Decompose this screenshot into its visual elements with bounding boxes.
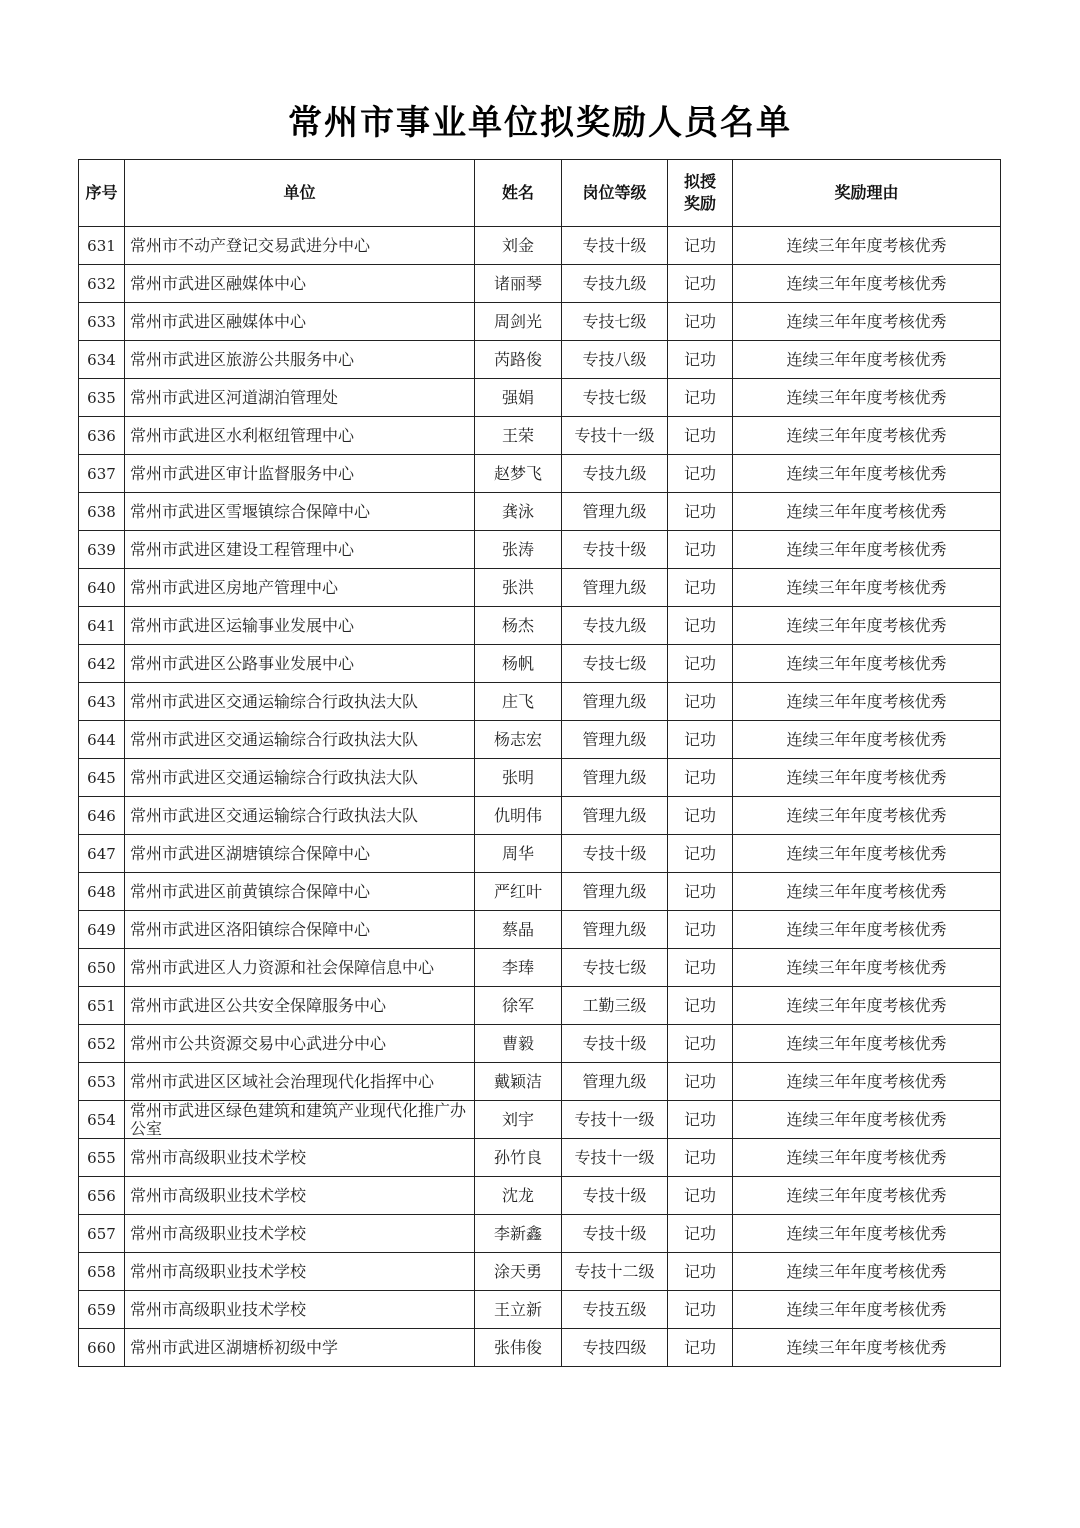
cell-seq: 653 xyxy=(79,1063,125,1101)
cell-level: 专技七级 xyxy=(562,645,668,683)
unit-text: 常州市武进区房地产管理中心 xyxy=(130,578,339,597)
cell-name: 徐军 xyxy=(475,987,562,1025)
cell-award: 记功 xyxy=(668,493,733,531)
unit-text: 常州市武进区融媒体中心 xyxy=(130,312,307,331)
table-row xyxy=(79,1215,1001,1253)
cell-name: 孙竹良 xyxy=(475,1139,562,1177)
cell-name: 张伟俊 xyxy=(475,1329,562,1367)
unit-text: 常州市武进区湖塘镇综合保障中心 xyxy=(130,844,371,863)
cell-name: 蔡晶 xyxy=(475,911,562,949)
cell-unit xyxy=(125,911,475,949)
cell-seq: 658 xyxy=(79,1253,125,1291)
table-row xyxy=(79,607,1001,645)
cell-award: 记功 xyxy=(668,987,733,1025)
cell-award: 记功 xyxy=(668,417,733,455)
cell-unit xyxy=(125,759,475,797)
cell-level: 专技十级 xyxy=(562,1025,668,1063)
cell-unit xyxy=(125,1101,475,1139)
unit-text: 常州市武进区运输事业发展中心 xyxy=(130,616,355,635)
table-row xyxy=(79,797,1001,835)
table-row xyxy=(79,417,1001,455)
cell-level: 专技十级 xyxy=(562,1177,668,1215)
cell-level: 管理九级 xyxy=(562,683,668,721)
cell-name: 杨志宏 xyxy=(475,721,562,759)
cell-reason: 连续三年年度考核优秀 xyxy=(733,873,1001,911)
table-row xyxy=(79,683,1001,721)
cell-unit xyxy=(125,455,475,493)
unit-text: 常州市武进区雪堰镇综合保障中心 xyxy=(130,502,371,521)
unit-text: 常州市武进区前黄镇综合保障中心 xyxy=(130,882,371,901)
cell-reason: 连续三年年度考核优秀 xyxy=(733,607,1001,645)
cell-name: 刘金 xyxy=(475,227,562,265)
cell-seq: 642 xyxy=(79,645,125,683)
unit-text: 常州市武进区交通运输综合行政执法大队 xyxy=(130,692,419,711)
cell-award: 记功 xyxy=(668,455,733,493)
cell-award: 记功 xyxy=(668,379,733,417)
table-row xyxy=(79,379,1001,417)
cell-reason: 连续三年年度考核优秀 xyxy=(733,379,1001,417)
table-body xyxy=(79,227,1001,1367)
cell-unit xyxy=(125,607,475,645)
unit-text: 常州市武进区河道湖泊管理处 xyxy=(130,388,339,407)
cell-award: 记功 xyxy=(668,303,733,341)
header-award: 拟授 奖励 xyxy=(668,160,733,227)
cell-unit xyxy=(125,493,475,531)
cell-award: 记功 xyxy=(668,1215,733,1253)
cell-level: 专技五级 xyxy=(562,1291,668,1329)
unit-text: 常州市武进区交通运输综合行政执法大队 xyxy=(130,730,419,749)
unit-text: 常州市武进区融媒体中心 xyxy=(130,274,307,293)
cell-award: 记功 xyxy=(668,683,733,721)
cell-name: 曹毅 xyxy=(475,1025,562,1063)
cell-reason: 连续三年年度考核优秀 xyxy=(733,1253,1001,1291)
cell-unit xyxy=(125,1291,475,1329)
cell-reason: 连续三年年度考核优秀 xyxy=(733,569,1001,607)
cell-unit xyxy=(125,873,475,911)
cell-name: 龚泳 xyxy=(475,493,562,531)
cell-seq: 632 xyxy=(79,265,125,303)
unit-text: 常州市武进区旅游公共服务中心 xyxy=(130,350,355,369)
table-row xyxy=(79,1139,1001,1177)
cell-level: 管理九级 xyxy=(562,911,668,949)
cell-name: 周华 xyxy=(475,835,562,873)
cell-reason: 连续三年年度考核优秀 xyxy=(733,341,1001,379)
unit-text: 常州市武进区湖塘桥初级中学 xyxy=(130,1338,339,1357)
cell-level: 专技四级 xyxy=(562,1329,668,1367)
table-row xyxy=(79,1063,1001,1101)
table-row xyxy=(79,721,1001,759)
unit-text: 常州市武进区公路事业发展中心 xyxy=(130,654,355,673)
cell-award: 记功 xyxy=(668,1291,733,1329)
header-unit: 单位 xyxy=(125,160,475,227)
cell-seq: 656 xyxy=(79,1177,125,1215)
cell-award: 记功 xyxy=(668,1101,733,1139)
cell-unit xyxy=(125,645,475,683)
cell-seq: 640 xyxy=(79,569,125,607)
table-row xyxy=(79,303,1001,341)
cell-name: 周剑光 xyxy=(475,303,562,341)
table-row xyxy=(79,1101,1001,1139)
cell-name: 杨帆 xyxy=(475,645,562,683)
cell-level: 管理九级 xyxy=(562,493,668,531)
table-row xyxy=(79,569,1001,607)
unit-text: 常州市武进区建设工程管理中心 xyxy=(130,540,355,559)
cell-name: 张洪 xyxy=(475,569,562,607)
cell-unit xyxy=(125,987,475,1025)
cell-level: 专技七级 xyxy=(562,379,668,417)
cell-seq: 639 xyxy=(79,531,125,569)
cell-level: 专技九级 xyxy=(562,607,668,645)
cell-reason: 连续三年年度考核优秀 xyxy=(733,1101,1001,1139)
cell-seq: 643 xyxy=(79,683,125,721)
cell-reason: 连续三年年度考核优秀 xyxy=(733,1291,1001,1329)
table-row xyxy=(79,835,1001,873)
cell-reason: 连续三年年度考核优秀 xyxy=(733,797,1001,835)
table-row xyxy=(79,1025,1001,1063)
cell-name: 赵梦飞 xyxy=(475,455,562,493)
cell-reason: 连续三年年度考核优秀 xyxy=(733,1177,1001,1215)
cell-level: 管理九级 xyxy=(562,569,668,607)
cell-unit xyxy=(125,1177,475,1215)
cell-level: 专技十一级 xyxy=(562,1101,668,1139)
cell-level: 专技十一级 xyxy=(562,417,668,455)
cell-name: 涂天勇 xyxy=(475,1253,562,1291)
cell-name: 杨杰 xyxy=(475,607,562,645)
cell-reason: 连续三年年度考核优秀 xyxy=(733,1025,1001,1063)
cell-unit xyxy=(125,721,475,759)
cell-unit xyxy=(125,797,475,835)
cell-reason: 连续三年年度考核优秀 xyxy=(733,911,1001,949)
cell-award: 记功 xyxy=(668,1139,733,1177)
cell-seq: 657 xyxy=(79,1215,125,1253)
cell-award: 记功 xyxy=(668,531,733,569)
cell-award: 记功 xyxy=(668,341,733,379)
table-row xyxy=(79,645,1001,683)
cell-level: 专技九级 xyxy=(562,265,668,303)
cell-seq: 654 xyxy=(79,1101,125,1139)
table-row xyxy=(79,455,1001,493)
unit-text: 常州市武进区公共安全保障服务中心 xyxy=(130,996,387,1015)
unit-text: 常州市高级职业技术学校 xyxy=(130,1300,307,1319)
unit-text: 常州市武进区人力资源和社会保障信息中心 xyxy=(130,958,435,977)
cell-level: 专技十级 xyxy=(562,227,668,265)
table-row xyxy=(79,873,1001,911)
cell-unit xyxy=(125,569,475,607)
table-row xyxy=(79,265,1001,303)
header-reason: 奖励理由 xyxy=(733,160,1001,227)
cell-unit xyxy=(125,1329,475,1367)
cell-seq: 637 xyxy=(79,455,125,493)
cell-name: 仇明伟 xyxy=(475,797,562,835)
cell-level: 管理九级 xyxy=(562,1063,668,1101)
cell-name: 张涛 xyxy=(475,531,562,569)
cell-seq: 636 xyxy=(79,417,125,455)
cell-unit xyxy=(125,1063,475,1101)
page-title: 常州市事业单位拟奖励人员名单 xyxy=(288,103,792,143)
cell-reason: 连续三年年度考核优秀 xyxy=(733,303,1001,341)
header-seq: 序号 xyxy=(79,160,125,227)
cell-unit xyxy=(125,531,475,569)
cell-reason: 连续三年年度考核优秀 xyxy=(733,1215,1001,1253)
cell-reason: 连续三年年度考核优秀 xyxy=(733,455,1001,493)
cell-seq: 638 xyxy=(79,493,125,531)
cell-unit xyxy=(125,835,475,873)
cell-unit xyxy=(125,341,475,379)
cell-reason: 连续三年年度考核优秀 xyxy=(733,987,1001,1025)
cell-award: 记功 xyxy=(668,227,733,265)
cell-name: 王立新 xyxy=(475,1291,562,1329)
cell-reason: 连续三年年度考核优秀 xyxy=(733,227,1001,265)
award-roster-table xyxy=(78,159,1001,1367)
cell-seq: 659 xyxy=(79,1291,125,1329)
cell-reason: 连续三年年度考核优秀 xyxy=(733,1063,1001,1101)
cell-level: 管理九级 xyxy=(562,721,668,759)
table-row xyxy=(79,759,1001,797)
cell-level: 专技十级 xyxy=(562,1215,668,1253)
header-row xyxy=(79,160,1001,227)
unit-text: 常州市不动产登记交易武进分中心 xyxy=(130,236,371,255)
cell-reason: 连续三年年度考核优秀 xyxy=(733,721,1001,759)
unit-text: 常州市武进区水利枢纽管理中心 xyxy=(130,426,355,445)
cell-seq: 649 xyxy=(79,911,125,949)
table-row xyxy=(79,949,1001,987)
cell-award: 记功 xyxy=(668,607,733,645)
cell-award: 记功 xyxy=(668,797,733,835)
unit-text: 常州市高级职业技术学校 xyxy=(130,1262,307,1281)
table-row xyxy=(79,1177,1001,1215)
cell-level: 管理九级 xyxy=(562,759,668,797)
cell-unit xyxy=(125,379,475,417)
cell-seq: 647 xyxy=(79,835,125,873)
cell-award: 记功 xyxy=(668,835,733,873)
cell-level: 专技九级 xyxy=(562,455,668,493)
cell-level: 专技八级 xyxy=(562,341,668,379)
cell-level: 专技十一级 xyxy=(562,1139,668,1177)
table-row xyxy=(79,227,1001,265)
cell-seq: 652 xyxy=(79,1025,125,1063)
cell-award: 记功 xyxy=(668,1329,733,1367)
unit-text: 常州市武进区交通运输综合行政执法大队 xyxy=(130,768,419,787)
cell-seq: 648 xyxy=(79,873,125,911)
cell-reason: 连续三年年度考核优秀 xyxy=(733,265,1001,303)
cell-award: 记功 xyxy=(668,645,733,683)
cell-award: 记功 xyxy=(668,1063,733,1101)
table-row xyxy=(79,1329,1001,1367)
cell-name: 张明 xyxy=(475,759,562,797)
cell-name: 李琫 xyxy=(475,949,562,987)
cell-name: 王荣 xyxy=(475,417,562,455)
cell-reason: 连续三年年度考核优秀 xyxy=(733,835,1001,873)
cell-seq: 633 xyxy=(79,303,125,341)
cell-seq: 634 xyxy=(79,341,125,379)
unit-text: 常州市武进区洛阳镇综合保障中心 xyxy=(130,920,371,939)
table-header xyxy=(79,160,1001,227)
unit-text: 常州市公共资源交易中心武进分中心 xyxy=(130,1034,387,1053)
cell-award: 记功 xyxy=(668,1177,733,1215)
unit-text: 常州市高级职业技术学校 xyxy=(130,1224,307,1243)
unit-text: 常州市高级职业技术学校 xyxy=(130,1148,307,1167)
cell-seq: 631 xyxy=(79,227,125,265)
cell-level: 工勤三级 xyxy=(562,987,668,1025)
cell-name: 强娟 xyxy=(475,379,562,417)
unit-text: 常州市武进区绿色建筑和建筑产业现代化推广办公室 xyxy=(130,1101,467,1138)
table-row xyxy=(79,493,1001,531)
table-row xyxy=(79,341,1001,379)
cell-seq: 660 xyxy=(79,1329,125,1367)
cell-award: 记功 xyxy=(668,911,733,949)
cell-award: 记功 xyxy=(668,949,733,987)
cell-name: 严红叶 xyxy=(475,873,562,911)
cell-unit xyxy=(125,227,475,265)
cell-seq: 641 xyxy=(79,607,125,645)
cell-unit xyxy=(125,417,475,455)
cell-reason: 连续三年年度考核优秀 xyxy=(733,683,1001,721)
table-row xyxy=(79,911,1001,949)
cell-seq: 645 xyxy=(79,759,125,797)
unit-text: 常州市武进区区域社会治理现代化指挥中心 xyxy=(130,1072,435,1091)
cell-unit xyxy=(125,303,475,341)
cell-unit xyxy=(125,1139,475,1177)
cell-award: 记功 xyxy=(668,1253,733,1291)
cell-seq: 655 xyxy=(79,1139,125,1177)
header-level: 岗位等级 xyxy=(562,160,668,227)
cell-unit xyxy=(125,949,475,987)
unit-text: 常州市武进区审计监督服务中心 xyxy=(130,464,355,483)
cell-name: 李新鑫 xyxy=(475,1215,562,1253)
cell-reason: 连续三年年度考核优秀 xyxy=(733,759,1001,797)
cell-level: 管理九级 xyxy=(562,873,668,911)
cell-level: 专技七级 xyxy=(562,949,668,987)
cell-unit xyxy=(125,1253,475,1291)
cell-reason: 连续三年年度考核优秀 xyxy=(733,531,1001,569)
cell-level: 管理九级 xyxy=(562,797,668,835)
unit-text: 常州市高级职业技术学校 xyxy=(130,1186,307,1205)
table-row xyxy=(79,1253,1001,1291)
cell-level: 专技十二级 xyxy=(562,1253,668,1291)
cell-seq: 650 xyxy=(79,949,125,987)
cell-award: 记功 xyxy=(668,721,733,759)
cell-seq: 646 xyxy=(79,797,125,835)
cell-reason: 连续三年年度考核优秀 xyxy=(733,949,1001,987)
unit-text: 常州市武进区交通运输综合行政执法大队 xyxy=(130,806,419,825)
cell-unit xyxy=(125,1215,475,1253)
cell-unit xyxy=(125,683,475,721)
cell-name: 庄飞 xyxy=(475,683,562,721)
cell-reason: 连续三年年度考核优秀 xyxy=(733,1329,1001,1367)
cell-name: 戴颖洁 xyxy=(475,1063,562,1101)
cell-seq: 635 xyxy=(79,379,125,417)
cell-reason: 连续三年年度考核优秀 xyxy=(733,493,1001,531)
cell-name: 刘宇 xyxy=(475,1101,562,1139)
cell-reason: 连续三年年度考核优秀 xyxy=(733,1139,1001,1177)
cell-reason: 连续三年年度考核优秀 xyxy=(733,417,1001,455)
cell-award: 记功 xyxy=(668,1025,733,1063)
table-row xyxy=(79,1291,1001,1329)
cell-name: 沈龙 xyxy=(475,1177,562,1215)
cell-seq: 651 xyxy=(79,987,125,1025)
cell-level: 专技十级 xyxy=(562,531,668,569)
table-row xyxy=(79,987,1001,1025)
cell-award: 记功 xyxy=(668,873,733,911)
cell-award: 记功 xyxy=(668,569,733,607)
cell-name: 诸丽琴 xyxy=(475,265,562,303)
table-row xyxy=(79,531,1001,569)
cell-unit xyxy=(125,265,475,303)
cell-award: 记功 xyxy=(668,265,733,303)
cell-reason: 连续三年年度考核优秀 xyxy=(733,645,1001,683)
cell-name: 芮路俊 xyxy=(475,341,562,379)
cell-seq: 644 xyxy=(79,721,125,759)
cell-award: 记功 xyxy=(668,759,733,797)
cell-level: 专技七级 xyxy=(562,303,668,341)
cell-unit xyxy=(125,1025,475,1063)
cell-level: 专技十级 xyxy=(562,835,668,873)
header-name: 姓名 xyxy=(475,160,562,227)
